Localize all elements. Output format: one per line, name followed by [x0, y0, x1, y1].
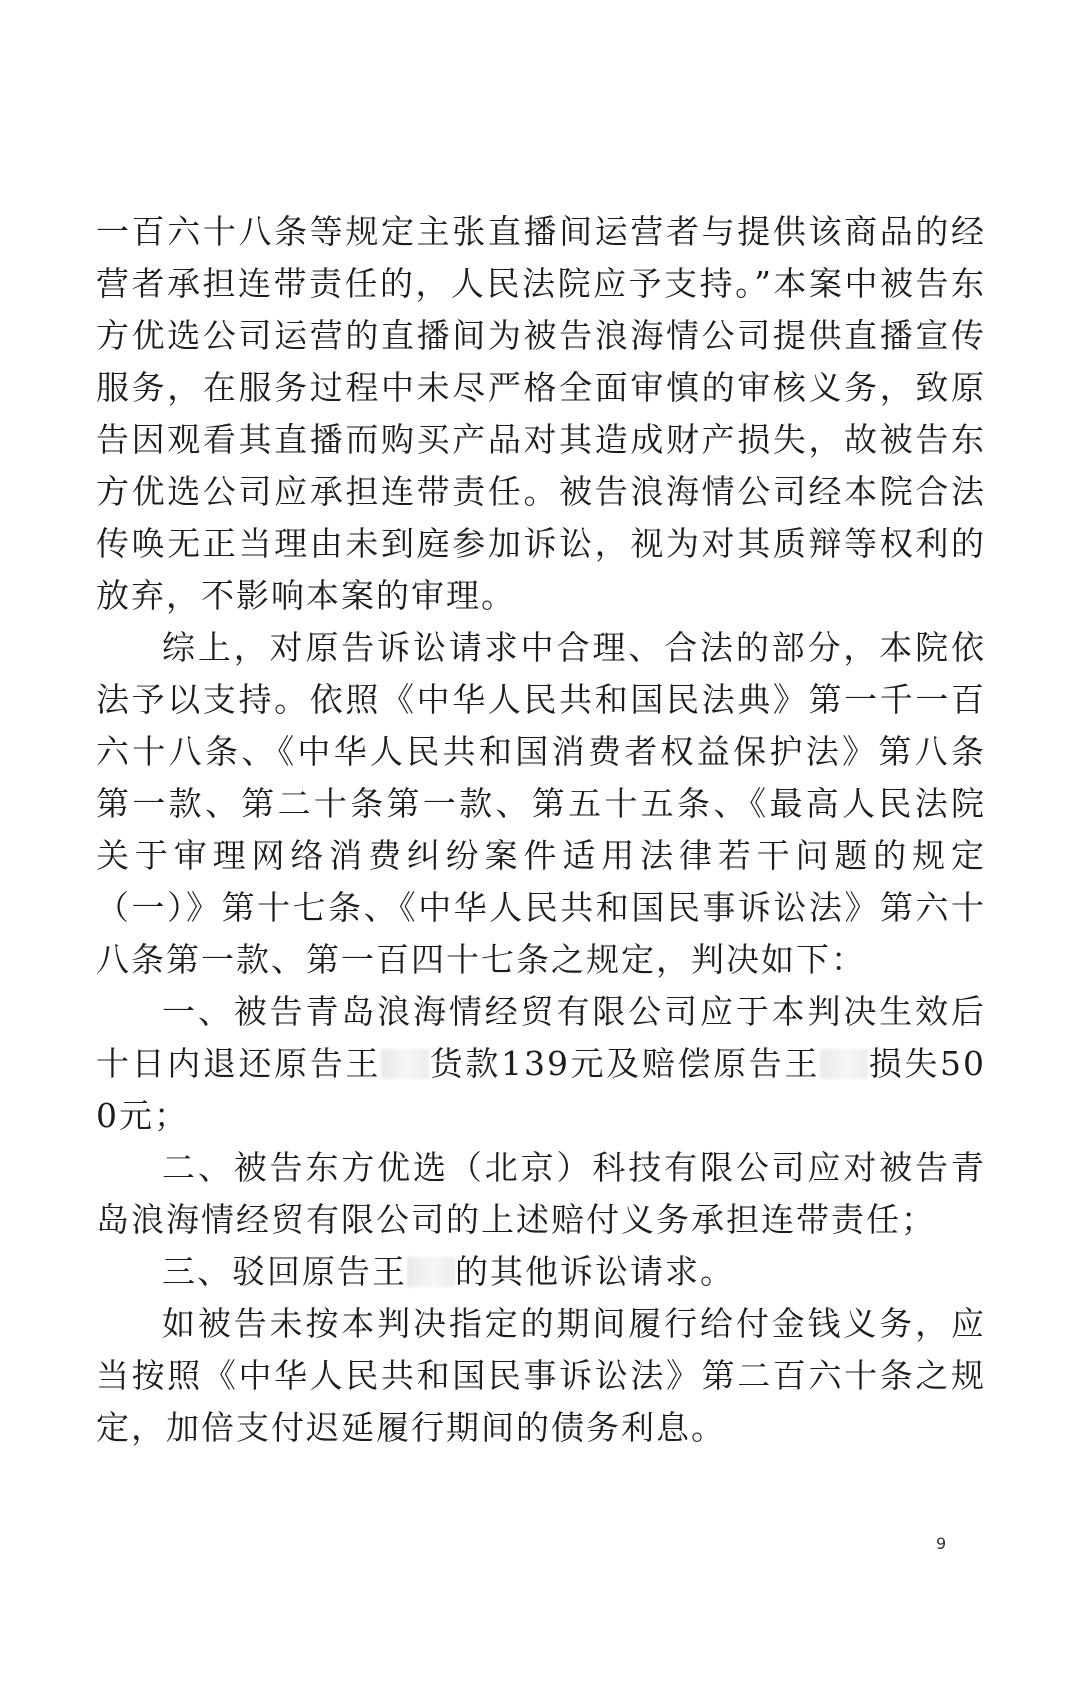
paragraph-p6: [96, 1298, 986, 1454]
paragraph-text: 二、被告东方优选（北京）科技有限公司应对被告青岛浪海情经贸有限公司的上述赔付义务承担连带责任；: [96, 1148, 986, 1239]
paragraph-text: 一百六十八条等规定主张直播间运营者与提供该商品的经营者承担连带责任的，人民法院应予支持。”本案中被告东方优选公司运营的直播间为被告浪海情公司提供直播宣传服务，在服务过程中未尽严格全面审慎的审核义务，致原告因观看其直播而购买产品对其造成财产损失，故被告东方优选公司应承担连带责任。被告浪海情公司经本院合法传唤无正当理由未到庭参加诉讼，视为对其质辩等权利的放弃，不影响本案的审理。: [96, 212, 986, 615]
paragraph-p2: [96, 622, 986, 986]
paragraph-p3: [96, 986, 986, 1142]
redacted-name: [820, 1049, 868, 1079]
paragraph-text: 如被告未按本判决指定的期间履行给付金钱义务，应当按照《中华人民共和国民事诉讼法》第二百六十条之规定，加倍支付迟延履行期间的债务利息。: [96, 1304, 986, 1447]
page-number: 9: [936, 1534, 947, 1553]
judgment-text: [96, 206, 986, 1454]
paragraph-p1: [96, 206, 986, 622]
redacted-name: [407, 1257, 455, 1287]
redacted-name: [381, 1049, 429, 1079]
paragraph-text: 的其他诉讼请求。: [455, 1252, 735, 1291]
paragraph-p4: [96, 1142, 986, 1246]
paragraph-text: 综上，对原告诉讼请求中合理、合法的部分，本院依法予以支持。依照《中华人民共和国民法典》第一千一百六十八条、《中华人民共和国消费者权益保护法》第八条第一款、第二十条第一款、第五十五条、《最高人民法院关于审理网络消费纠纷案件适用法律若干问题的规定（一）》第十七条、《中华人民共和国民事诉讼法》第六十八条第一款、第一百四十七条之规定，判决如下：: [96, 628, 986, 979]
paragraph-p5: [96, 1246, 986, 1298]
paragraph-text: 货款139元及赔偿原告王: [429, 1044, 821, 1083]
paragraph-text: 损失500元；: [96, 1044, 986, 1135]
paragraph-text: 三、驳回原告王: [162, 1252, 407, 1291]
paragraph-text: 一、被告青岛浪海情经贸有限公司应于本判决生效后十日内退还原告王: [96, 992, 986, 1083]
